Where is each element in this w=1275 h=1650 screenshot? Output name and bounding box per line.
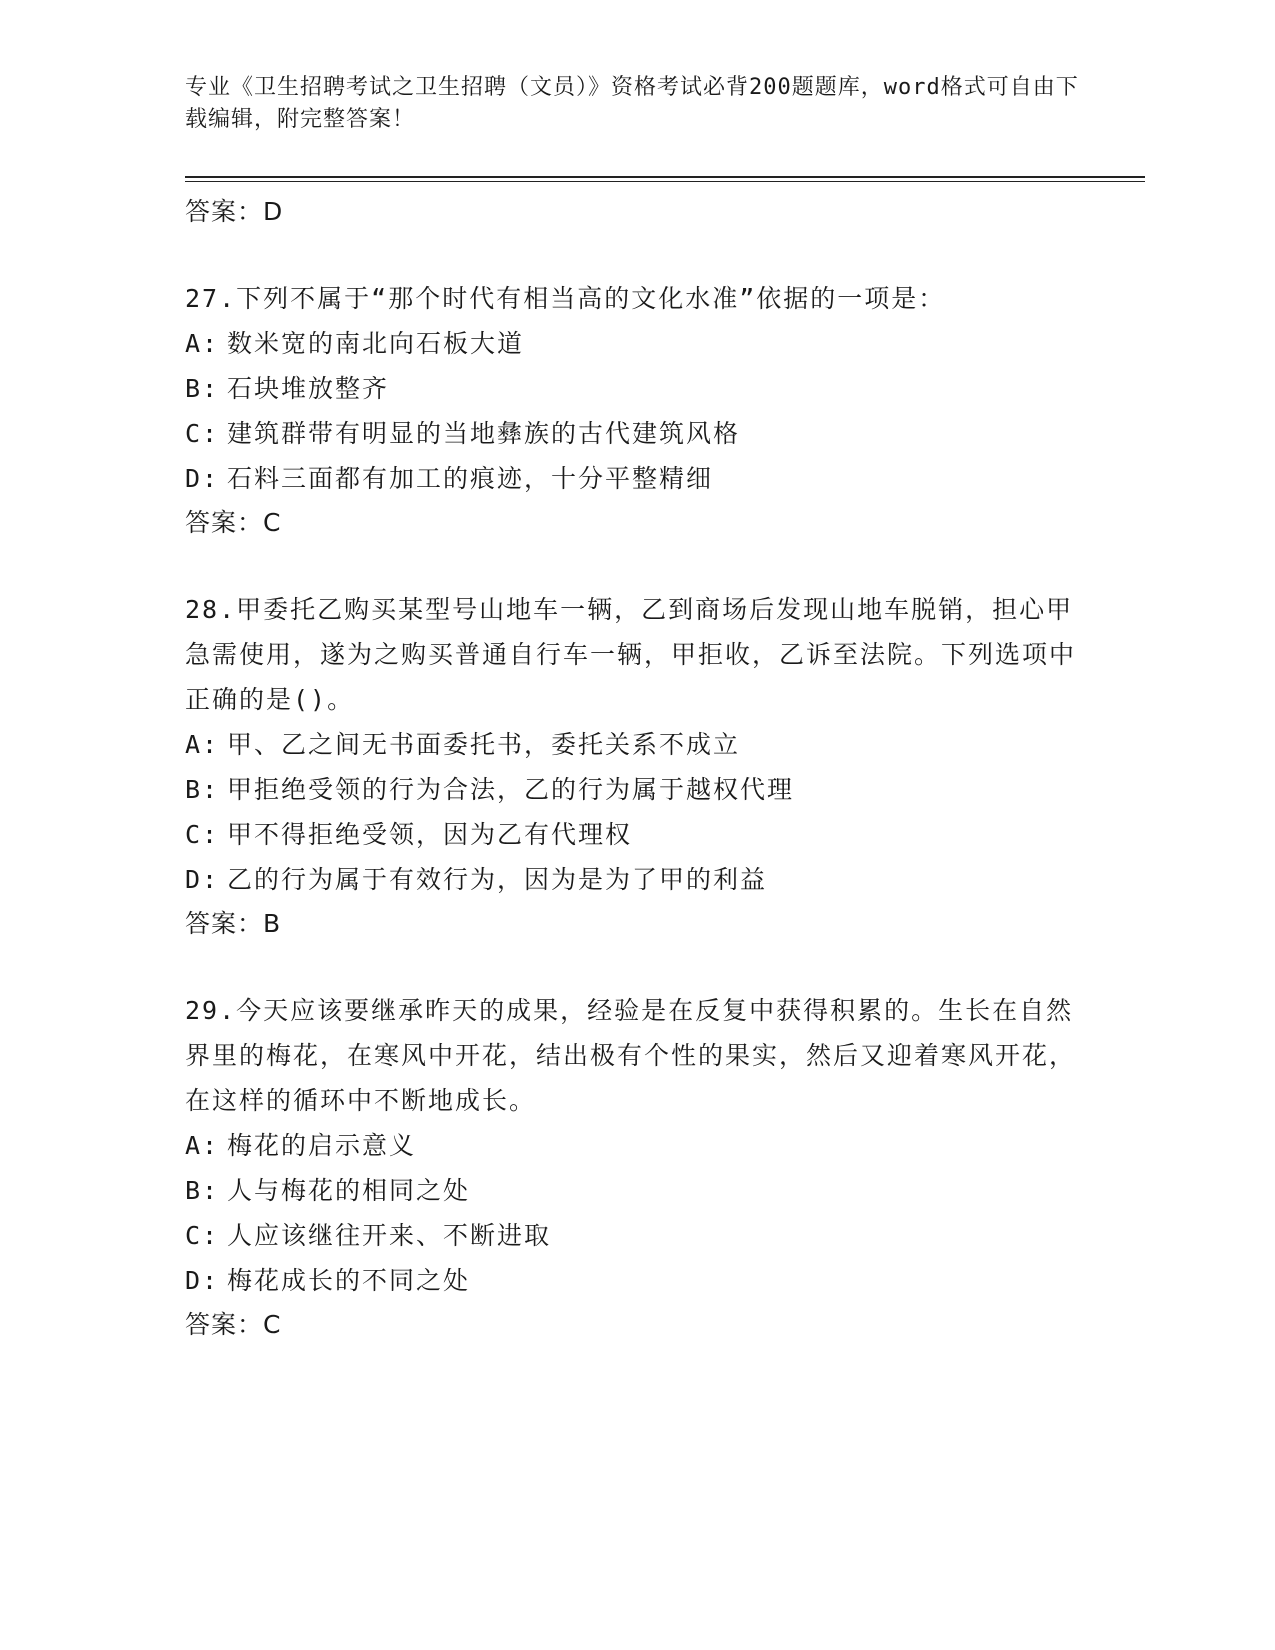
answer-line: 答案：C (185, 1310, 282, 1339)
question-block (185, 587, 1085, 946)
question-stem: 29.今天应该要继承昨天的成果，经验是在反复中获得积累的。生长在自然界里的梅花，在寒风中开花，结出极有个性的果实，然后又迎着寒风开花，在这样的循环中不断地成长。 (185, 996, 1077, 1115)
option-text: 建筑群带有明显的当地彝族的古代建筑风格 (227, 419, 741, 448)
option-text: 石块堆放整齐 (227, 374, 390, 403)
option-b (185, 366, 1085, 411)
question-stem: 27.下列不属于“那个时代有相当高的文化水准”依据的一项是： (185, 284, 946, 313)
option-key: B: (185, 1176, 220, 1205)
option-c (185, 812, 1085, 857)
option-text: 甲不得拒绝受领，因为乙有代理权 (227, 820, 633, 849)
option-text: 人应该继往开来、不断进取 (227, 1221, 552, 1250)
option-text: 数米宽的南北向石板大道 (227, 329, 525, 358)
option-text: 梅花的启示意义 (227, 1131, 417, 1160)
option-text: 梅花成长的不同之处 (227, 1266, 471, 1295)
option-b (185, 1168, 1085, 1213)
option-b (185, 767, 1085, 812)
option-a (185, 321, 1085, 366)
question-block (185, 988, 1085, 1347)
answer-line: 答案：B (185, 909, 282, 938)
option-key: A: (185, 730, 220, 759)
option-text: 甲拒绝受领的行为合法，乙的行为属于越权代理 (227, 775, 795, 804)
option-a (185, 722, 1085, 767)
option-text: 甲、乙之间无书面委托书，委托关系不成立 (227, 730, 741, 759)
option-key: C: (185, 419, 220, 448)
option-key: D: (185, 1266, 220, 1295)
option-c (185, 1213, 1085, 1258)
document-body (185, 190, 1085, 1347)
option-key: C: (185, 1221, 220, 1250)
question-block (185, 276, 1085, 545)
answer-line: 答案：D (185, 197, 284, 226)
option-key: D: (185, 865, 220, 894)
answer-line: 答案：C (185, 508, 282, 537)
option-key: B: (185, 775, 220, 804)
option-c (185, 411, 1085, 456)
header-divider-thin (185, 181, 1145, 182)
question-stem: 28.甲委托乙购买某型号山地车一辆，乙到商场后发现山地车脱销，担心甲急需使用，遂为之购买普通自行车一辆，甲拒收，乙诉至法院。下列选项中正确的是()。 (185, 595, 1077, 714)
option-key: D: (185, 464, 220, 493)
option-a (185, 1123, 1085, 1168)
header-divider (185, 176, 1145, 178)
option-key: B: (185, 374, 220, 403)
option-key: A: (185, 1131, 220, 1160)
option-key: C: (185, 820, 220, 849)
option-d (185, 1258, 1085, 1303)
option-text: 石料三面都有加工的痕迹，十分平整精细 (227, 464, 714, 493)
option-d (185, 456, 1085, 501)
option-key: A: (185, 329, 220, 358)
page-header: 专业《卫生招聘考试之卫生招聘（文员）》资格考试必背200题题库，word格式可自由下载编辑，附完整答案！ (185, 75, 1079, 132)
option-text: 人与梅花的相同之处 (227, 1176, 471, 1205)
option-text: 乙的行为属于有效行为，因为是为了甲的利益 (227, 865, 768, 894)
option-d (185, 857, 1085, 902)
